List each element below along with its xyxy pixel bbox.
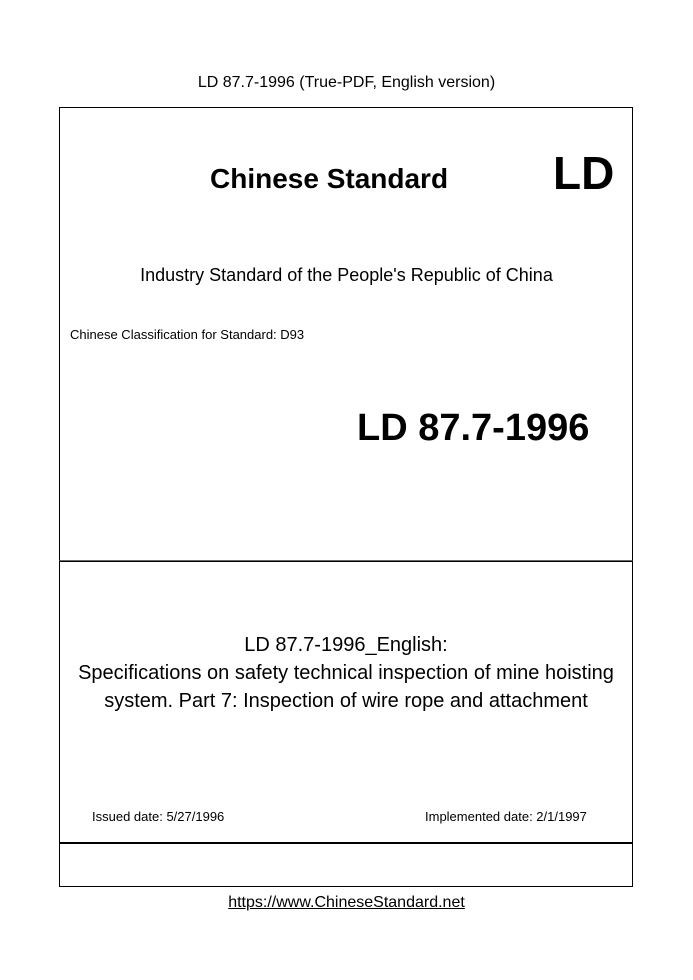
cover-title: Chinese Standard — [210, 163, 449, 194]
classification-line: Chinese Classification for Standard: D93 — [70, 327, 305, 342]
implemented-date: Implemented date: 2/1/1997 — [425, 809, 587, 824]
document-title-line: Specifications on safety technical inspection of mine hoisting — [78, 662, 614, 684]
document-title — [59, 631, 633, 715]
industry-line: Industry Standard of the People's Republic of China — [140, 265, 553, 285]
website-link[interactable]: https://www.ChineseStandard.net — [228, 894, 465, 911]
cover-bottom-panel — [59, 842, 633, 887]
document-title-line: system. Part 7: Inspection of wire rope and attachment — [104, 690, 588, 712]
standard-number: LD 87.7-1996 — [357, 407, 590, 449]
document-title-line: LD 87.7-1996_English: — [244, 634, 448, 656]
page-header: LD 87.7-1996 (True-PDF, English version) — [197, 74, 496, 91]
issued-date: Issued date: 5/27/1996 — [92, 809, 225, 824]
standard-code-mark: LD — [553, 147, 615, 199]
footer — [0, 893, 693, 913]
